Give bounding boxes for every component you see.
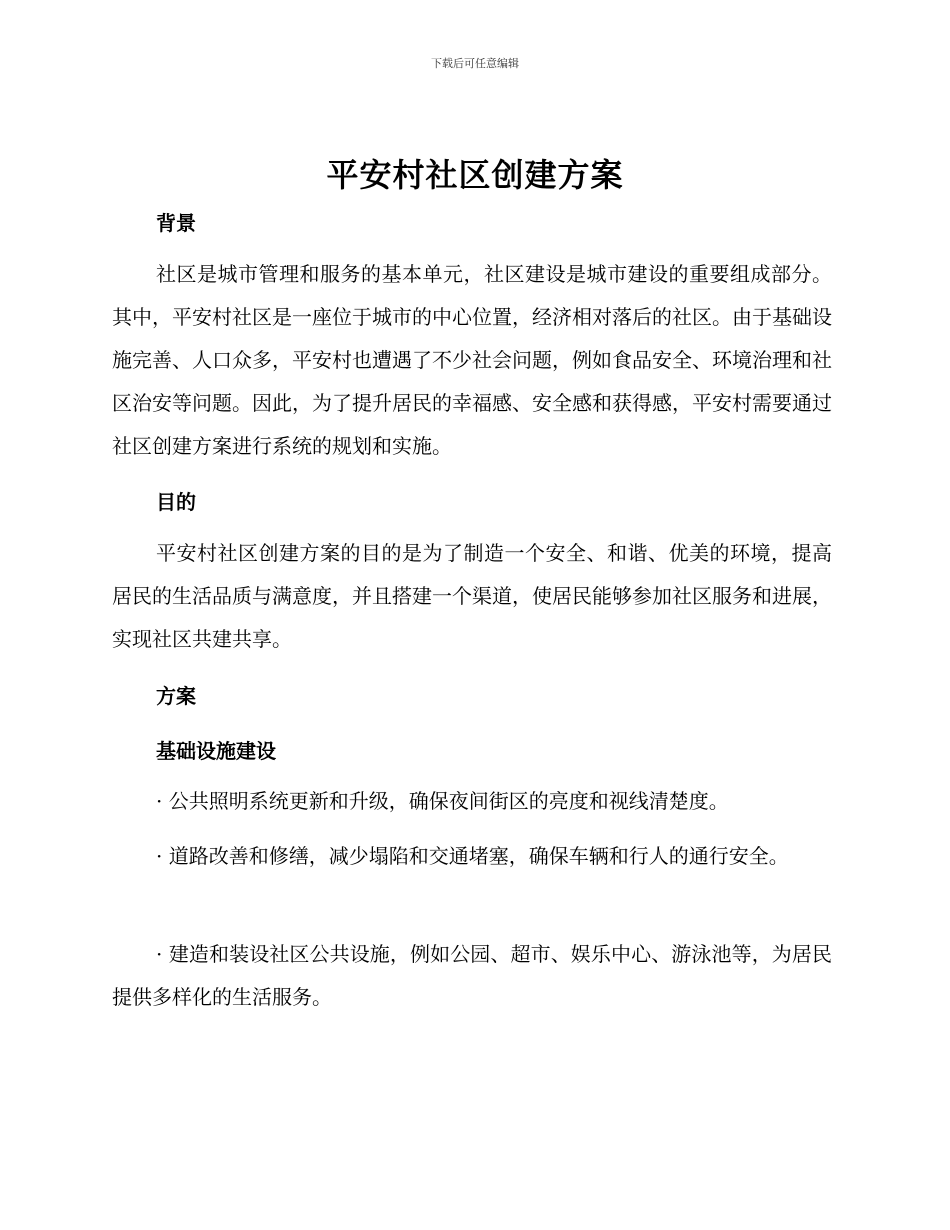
subheading-infrastructure: 基础设施建设 (156, 739, 276, 763)
document-title: 平安村社区创建方案 (326, 156, 624, 194)
list-item-roads: · 道路改善和修缮，减少塌陷和交通堵塞，确保车辆和行人的通行安全。 (156, 844, 789, 868)
paragraph-background: 社区是城市管理和服务的基本单元，社区建设是城市建设的重要组成部分。其中，平安村社区是一座位于城市的中心位置，经济相对落后的社区。由于基础设施完善、人口众多，平安村也遭遇了不少社会问题，例如食品安全、环境治理和社区治安等问题。因此，为了提升居民的幸福感、安全感和获得感，平安村需要通过社区创建方案进行系统的规划和实施。 (112, 262, 832, 458)
paragraph-purpose: 平安村社区创建方案的目的是为了制造一个安全、和谐、优美的环境，提高居民的生活品质与满意度，并且搭建一个渠道，使居民能够参加社区服务和进展，实现社区共建共享。 (112, 541, 832, 651)
list-item-facilities: · 建造和装设社区公共设施，例如公园、超市、娱乐中心、游泳池等，为居民提供多样化的生活服务。 (112, 942, 832, 1009)
heading-background: 背景 (156, 211, 196, 235)
heading-purpose: 目的 (156, 490, 196, 514)
heading-plan: 方案 (156, 684, 196, 708)
list-item-lighting: · 公共照明系统更新和升级，确保夜间街区的亮度和视线清楚度。 (156, 789, 729, 813)
header-note: 下载后可任意编辑 (431, 57, 519, 70)
